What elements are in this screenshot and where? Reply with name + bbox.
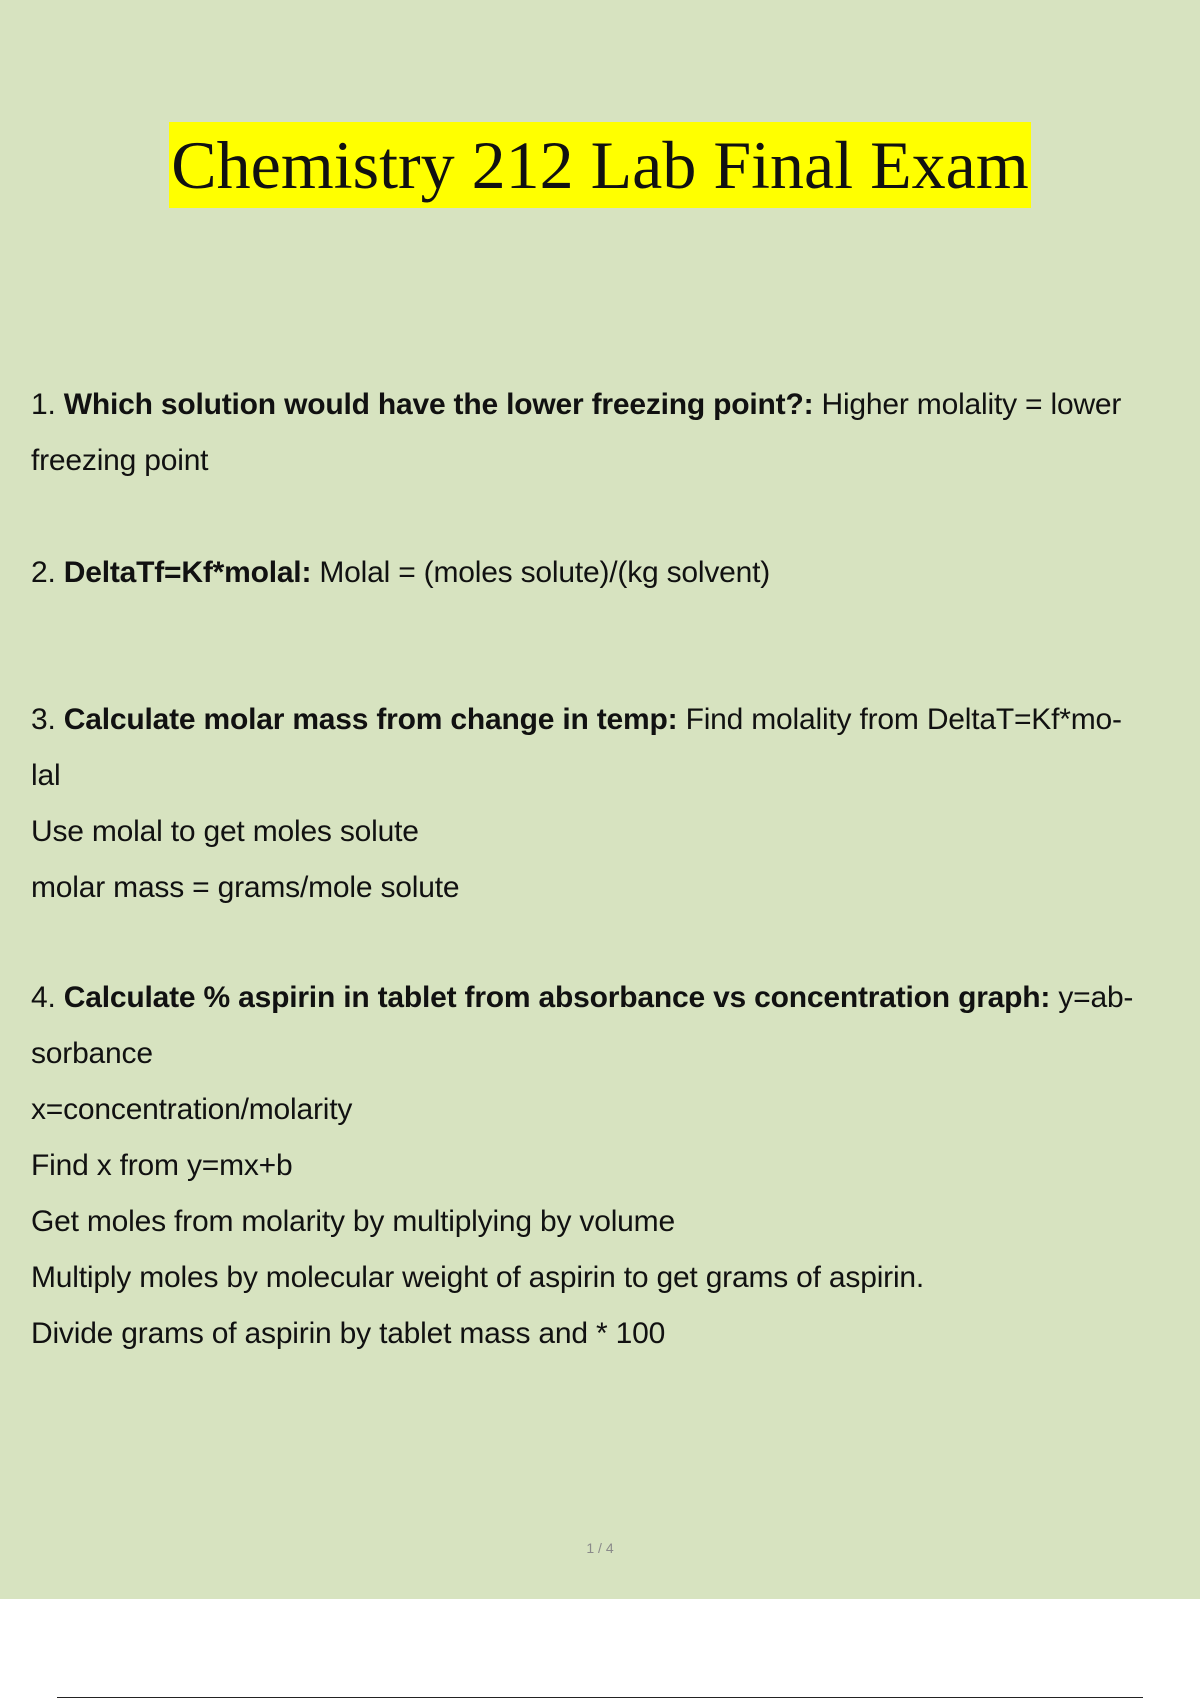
- answer-line: Multiply moles by molecular weight of aspirin to get grams of aspirin.: [31, 1261, 925, 1294]
- question-text: Which solution would have the lower freezing point?:: [63, 388, 814, 421]
- title-wrap: [0, 122, 1200, 208]
- answer-line: sorbance: [31, 1037, 153, 1070]
- answer-text: y=ab-: [1058, 981, 1134, 1014]
- page-indicator: 1 / 4: [586, 1540, 614, 1556]
- answer-line: lal: [31, 759, 61, 792]
- answer-line: Get moles from molarity by multiplying by volume: [31, 1205, 675, 1238]
- qa-first-line: [31, 377, 1200, 433]
- answer-text: Molal = (moles solute)/(kg solvent): [319, 556, 771, 589]
- qa-item-4: [31, 970, 1200, 1362]
- answer-line: molar mass = grams/mole solute: [31, 871, 460, 904]
- question-text: Calculate molar mass from change in temp:: [63, 703, 678, 736]
- item-number: 1.: [31, 388, 56, 421]
- answer-line: Use molal to get moles solute: [31, 815, 419, 848]
- next-page-divider: [57, 1697, 1143, 1698]
- answer-text: Higher molality = lower: [821, 388, 1122, 421]
- page-title: Chemistry 212 Lab Final Exam: [169, 122, 1030, 208]
- answer-line: Find x from y=mx+b: [31, 1149, 293, 1182]
- answer-text: Find molality from DeltaT=Kf*mo-: [685, 703, 1122, 736]
- item-number: 2.: [31, 556, 56, 589]
- qa-item-1: [31, 377, 1200, 489]
- question-text: DeltaTf=Kf*molal:: [63, 556, 312, 589]
- qa-item-3: [31, 692, 1200, 916]
- item-number: 3.: [31, 703, 56, 736]
- qa-first-line: [31, 692, 1200, 748]
- qa-item-2: [31, 545, 1200, 601]
- answer-line: freezing point: [31, 444, 209, 477]
- question-text: Calculate % aspirin in tablet from absorbance vs concentration graph:: [63, 981, 1051, 1014]
- qa-first-line: [31, 545, 1200, 601]
- item-number: 4.: [31, 981, 56, 1014]
- answer-line: Divide grams of aspirin by tablet mass and * 100: [31, 1317, 666, 1350]
- qa-first-line: [31, 970, 1200, 1026]
- answer-line: x=concentration/molarity: [31, 1093, 353, 1126]
